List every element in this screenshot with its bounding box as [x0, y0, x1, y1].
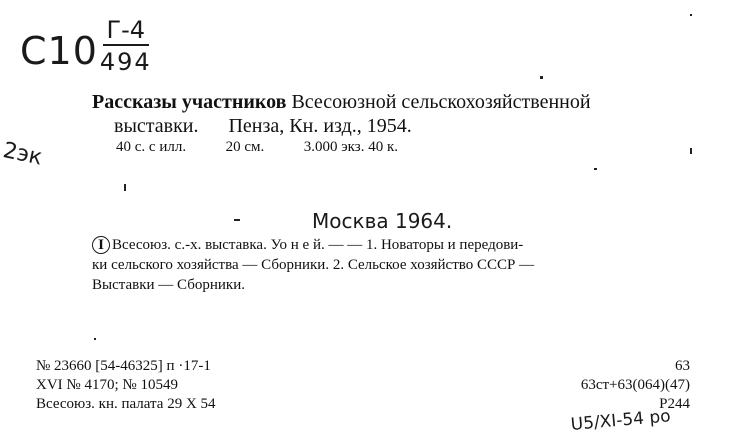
shelfmark-denominator: 494 — [99, 48, 152, 76]
title-line-2 — [92, 114, 712, 138]
signature-note: U5/XI-54 ро — [570, 406, 672, 435]
collation-size: 20 см. — [225, 139, 265, 155]
ink-speck — [690, 148, 692, 154]
ink-speck — [124, 184, 126, 191]
title-block — [92, 90, 712, 138]
shelfmark — [20, 18, 152, 74]
registration-line-3: Всесоюз. кн. палата 29 X 54 — [36, 396, 216, 412]
ink-speck — [690, 14, 692, 16]
tracing-line-2: ки сельского хозяйства — Сборники. 2. Сельское хозяйство СССР — — [92, 257, 535, 273]
classification-block — [581, 357, 690, 414]
registration-line-1: № 23660 [54-46325] п ·17-1 — [36, 358, 211, 374]
ink-speck — [94, 338, 96, 340]
copies-note: 2эк — [0, 138, 45, 171]
ink-speck — [594, 168, 597, 170]
title-continued: Всесоюзной сельскохозяйственной — [291, 91, 591, 113]
classification-line-1: 63 — [675, 358, 690, 374]
subject-tracings — [92, 235, 712, 295]
collation-pages: 40 с. с илл. — [116, 139, 187, 155]
classification-line-3: Р244 — [659, 396, 690, 412]
tracing-line-3: Выставки — Сборники. — [92, 277, 245, 293]
place-note: Москва 1964. — [312, 209, 453, 233]
title-main: Рассказы участников — [92, 91, 287, 113]
imprint: Пенза, Кн. изд., 1954. — [228, 115, 412, 137]
tracing-line-1 — [92, 235, 712, 255]
classification-line-2: 63ст+63(064)(47) — [580, 377, 690, 393]
title-end: выставки. — [114, 115, 199, 137]
tracing-text-1: Всесоюз. с.-х. выставка. Уо н е й. — — 1. Новаторы и передови- — [112, 237, 524, 253]
shelfmark-numerator: Г-4 — [103, 18, 150, 46]
tracing-number: I — [92, 236, 110, 254]
collation-print-run: 3.000 экз. 40 к. — [303, 139, 398, 155]
title-line-1 — [92, 90, 712, 114]
shelfmark-prefix: С10 — [20, 29, 98, 73]
collation — [116, 139, 398, 156]
ink-speck — [234, 219, 240, 221]
ink-speck — [540, 76, 543, 79]
registration-line-2: XVI № 4170; № 10549 — [36, 377, 178, 393]
shelfmark-fraction — [100, 18, 152, 74]
registration-block — [36, 357, 216, 414]
